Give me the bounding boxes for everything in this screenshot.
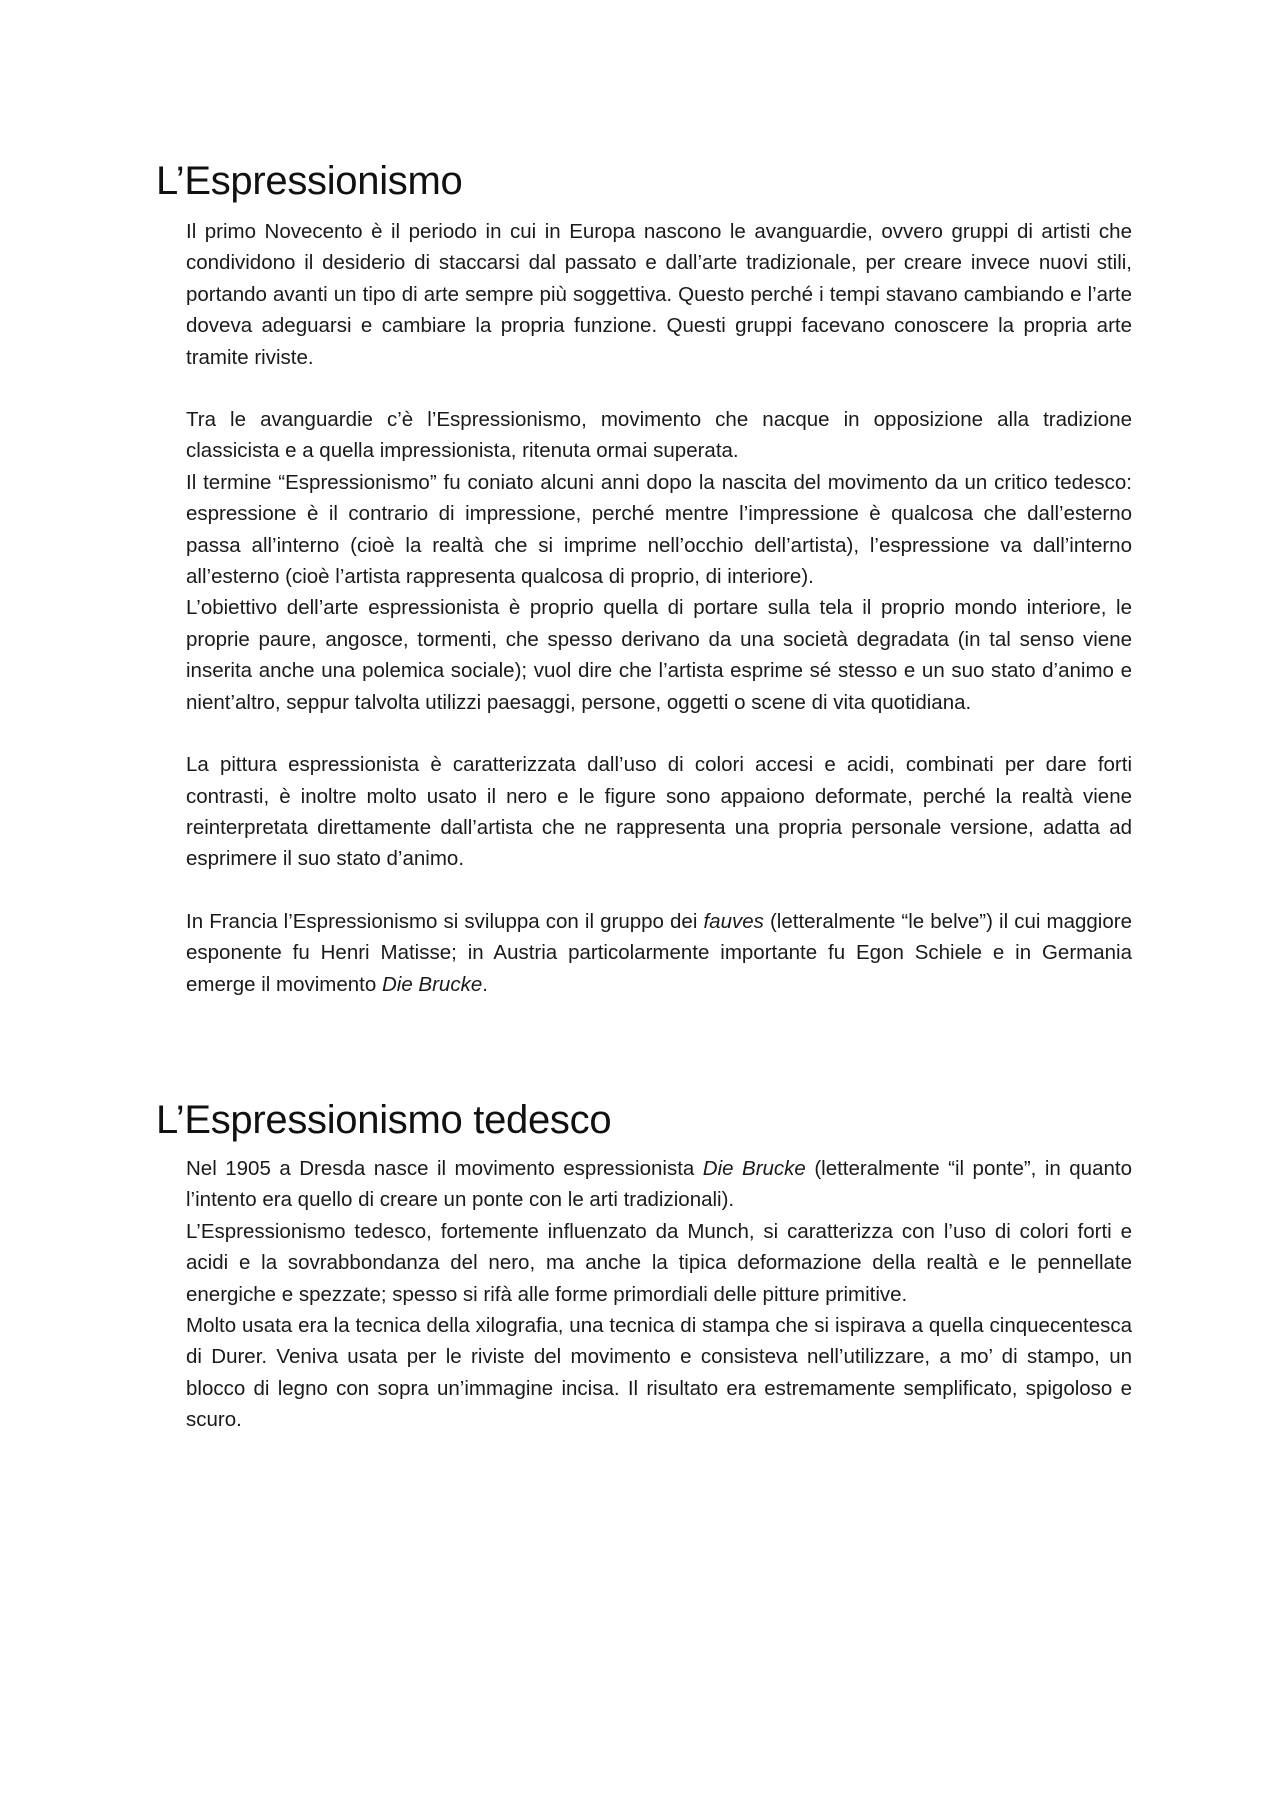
section-title-espressionismo-tedesco: L’Espressionismo tedesco	[156, 1098, 612, 1142]
paragraph-dresda	[186, 1153, 1132, 1216]
paragraph-tra-le-avanguardie: Tra le avanguardie c’è l’Espressionismo, movimento che nacque in opposizione alla tradizione classicista e a quella impressionista, ritenuta ormai superata.	[186, 408, 1132, 463]
paragraph-pittura: La pittura espressionista è caratterizzata dall’uso di colori accesi e acidi, combinati per dare forti contrasti, è inoltre molto usato il nero e le figure sono appaiono deformate, perché la realtà viene reinterpretata direttamente dall’artista che ne rappresenta una propria personale versione, adatta ad esprimere il suo stato d’animo.	[186, 753, 1132, 871]
text-run: Nel 1905 a Dresda nasce il movimento espressionista	[186, 1157, 703, 1180]
italic-die-brucke: Die Brucke	[702, 1157, 806, 1180]
italic-fauves: fauves	[703, 909, 764, 933]
text-run: (letteralmente “le belve”) il cui maggiore esponente fu Henri Matisse; in Austria particolarmente importante fu Egon Schiele e in Germania emerge il movimento	[186, 909, 1132, 996]
paragraph-francia	[186, 906, 1132, 1000]
section-espressionismo	[186, 216, 1132, 1000]
paragraph-termine-espressionismo: Il termine “Espressionismo” fu coniato alcuni anni dopo la nascita del movimento da un critico tedesco: espressione è il contrario di impressione, perché mentre l’impressione è qualcosa che dall’esterno passa all’interno (cioè la realtà che si imprime nell’occhio dell’artista), l’espressione va dall’interno all’esterno (cioè l’artista rappresenta qualcosa di proprio, di interiore).	[186, 470, 1132, 589]
section-title-espressionismo: L’Espressionismo	[156, 159, 463, 203]
text-run: .	[482, 972, 488, 996]
italic-die-brucke: Die Brucke	[381, 972, 483, 996]
section-espressionismo-tedesco	[186, 1153, 1132, 1436]
text-run: In Francia l’Espressionismo si sviluppa con il gruppo dei	[186, 909, 704, 933]
paragraph-avanguardie: Il primo Novecento è il periodo in cui in Europa nascono le avanguardie, ovvero gruppi di artisti che condividono il desiderio di staccarsi dal passato e dall’arte tradizionale, per creare invece nuovi stili, portando avanti un tipo di arte sempre più soggettiva. Questo perché i tempi stavano cambiando e l’arte doveva adeguarsi e cambiare la propria funzione. Questi gruppi facevano conoscere la propria arte tramite riviste.	[186, 220, 1132, 369]
paragraph-xilografia: Molto usata era la tecnica della xilografia, una tecnica di stampa che si ispirava a quella cinquecentesca di Durer. Veniva usata per le riviste del movimento e consisteva nell’utilizzare, a mo’ di stampo, un blocco di legno con sopra un’immagine incisa. Il risultato era estremamente semplificato, spigoloso e scuro.	[186, 1314, 1132, 1432]
text-run: (letteralmente “il ponte”, in quanto l’intento era quello di creare un ponte con le arti tradizionali).	[186, 1157, 1132, 1212]
paragraph-obiettivo: L’obiettivo dell’arte espressionista è proprio quella di portare sulla tela il proprio mondo interiore, le proprie paure, angosce, tormenti, che spesso derivano da una società degradata (in tal senso viene inserita anche una polemica sociale); vuol dire che l’artista esprime sé stesso e un suo stato d’animo e nient’altro, seppur talvolta utilizzi paesaggi, persone, oggetti o scene di vita quotidiana.	[186, 596, 1132, 714]
paragraph-munch: L’Espressionismo tedesco, fortemente influenzato da Munch, si caratterizza con l’uso di colori forti e acidi e la sovrabbondanza del nero, ma anche la tipica deformazione della realtà e le pennellate energiche e spezzate; spesso si rifà alle forme primordiali delle pitture primitive.	[186, 1219, 1132, 1306]
